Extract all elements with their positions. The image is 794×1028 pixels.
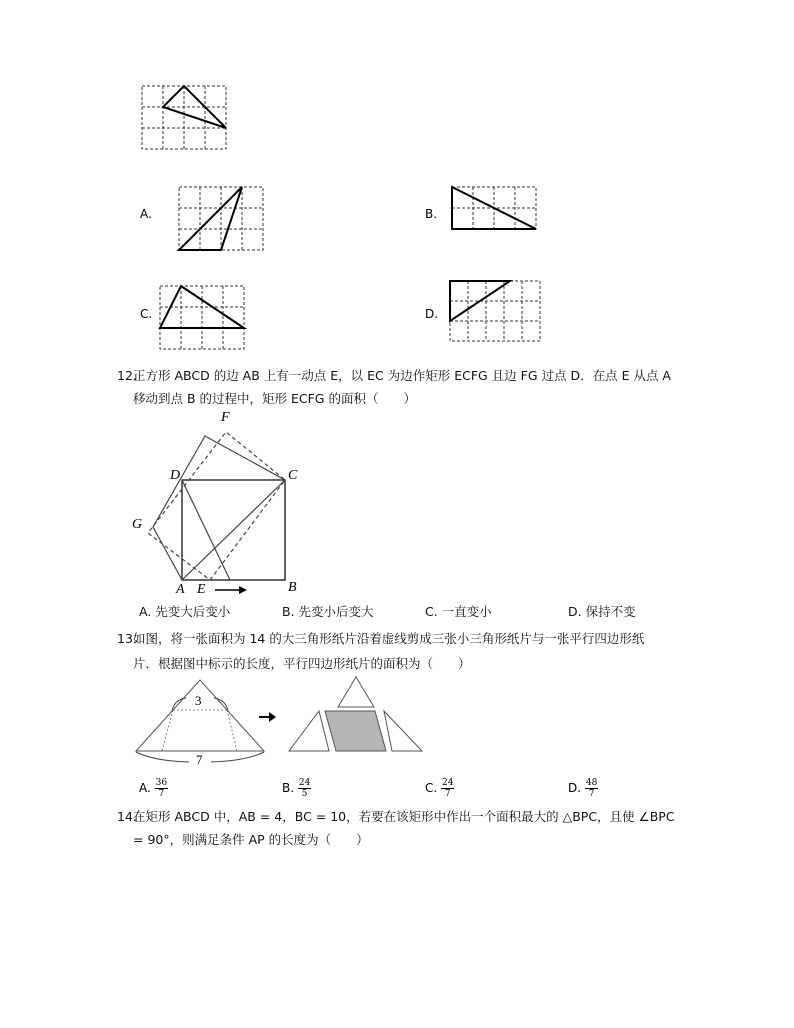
q13-option-d-num: 48 bbox=[585, 778, 598, 788]
q14-text-line1: 在矩形 ABCD 中，AB = 4，BC = 10，若要在该矩形中作出一个面积最大的 △BPC，且使 ∠BPC bbox=[133, 809, 675, 824]
q12-label-g: G bbox=[132, 517, 143, 532]
q12-label-d: D bbox=[170, 468, 181, 483]
q13-option-b-fraction bbox=[298, 778, 311, 799]
arrow-right-icon bbox=[258, 710, 278, 724]
q12-label-b: B bbox=[288, 580, 297, 595]
q13-option-b-den: 5 bbox=[301, 789, 308, 799]
q13-option-b-num: 24 bbox=[298, 778, 311, 788]
q13-length-3: 3 bbox=[195, 693, 202, 708]
q13-text-line2: 片．根据图中标示的长度，平行四边形纸片的面积为（ ） bbox=[133, 656, 471, 671]
q12-label-c: C bbox=[288, 468, 298, 483]
q13-number: 13. bbox=[117, 631, 137, 646]
q12-option-b[interactable]: B. 先变小后变大 bbox=[282, 604, 374, 619]
q14-text-line2: = 90°，则满足条件 AP 的长度为（ ） bbox=[133, 832, 369, 847]
q14-number: 14. bbox=[117, 809, 137, 824]
q13-text-line1: 如图，将一张面积为 14 的大三角形纸片沿着虚线剪成三张小三角形纸片与一张平行四边形纸 bbox=[133, 631, 645, 646]
q12-label-a: A bbox=[176, 582, 185, 597]
q13-option-d-label: D. bbox=[568, 781, 582, 795]
q11-option-a-figure[interactable] bbox=[177, 185, 267, 255]
q13-option-a[interactable] bbox=[139, 778, 168, 799]
q13-option-c[interactable] bbox=[425, 778, 454, 799]
q11-option-d-label[interactable]: D. bbox=[425, 307, 439, 321]
q12-text-line2: 移动到点 B 的过程中，矩形 ECFG 的面积（ ） bbox=[133, 391, 416, 406]
q13-option-c-num: 24 bbox=[442, 778, 454, 788]
q13-cut-pieces-figure bbox=[288, 676, 424, 754]
q12-figure bbox=[130, 408, 320, 600]
q11-option-c-figure[interactable] bbox=[158, 284, 248, 354]
q11-option-b-figure[interactable] bbox=[450, 185, 540, 235]
q12-option-c[interactable]: C. 一直变小 bbox=[425, 604, 492, 619]
q13-option-b-label: B. bbox=[282, 781, 295, 795]
q12-label-f: F bbox=[221, 410, 230, 425]
q12-option-a[interactable]: A. 先变大后变小 bbox=[139, 604, 231, 619]
q13-length-7: 7 bbox=[196, 752, 203, 767]
q12-label-e: E bbox=[197, 582, 206, 597]
q11-original-grid-figure bbox=[140, 84, 230, 154]
q13-option-a-fraction bbox=[155, 778, 168, 799]
q13-option-c-den: 7 bbox=[444, 789, 451, 799]
q11-option-c-label[interactable]: C. bbox=[140, 307, 153, 321]
q11-option-b-label[interactable]: B. bbox=[425, 207, 438, 221]
q13-option-c-label: C. bbox=[425, 781, 438, 795]
q12-text-line1: 正方形 ABCD 的边 AB 上有一动点 E，以 EC 为边作矩形 ECFG 且边 FG 过点 D．在点 E 从点 A bbox=[133, 368, 671, 383]
q13-option-d[interactable] bbox=[568, 778, 598, 799]
q11-option-d-figure[interactable] bbox=[448, 279, 544, 345]
q12-option-d[interactable]: D. 保持不变 bbox=[568, 604, 636, 619]
q13-option-c-fraction bbox=[441, 778, 454, 799]
q11-option-a-label[interactable]: A. bbox=[140, 207, 152, 221]
q13-option-b[interactable] bbox=[282, 778, 311, 799]
q13-option-d-den: 7 bbox=[588, 789, 595, 799]
q13-option-a-den: 7 bbox=[158, 789, 165, 799]
q13-option-a-label: A. bbox=[139, 781, 151, 795]
q13-option-a-num: 36 bbox=[155, 778, 168, 788]
q13-option-d-fraction bbox=[585, 778, 598, 799]
q12-number: 12. bbox=[117, 368, 137, 383]
